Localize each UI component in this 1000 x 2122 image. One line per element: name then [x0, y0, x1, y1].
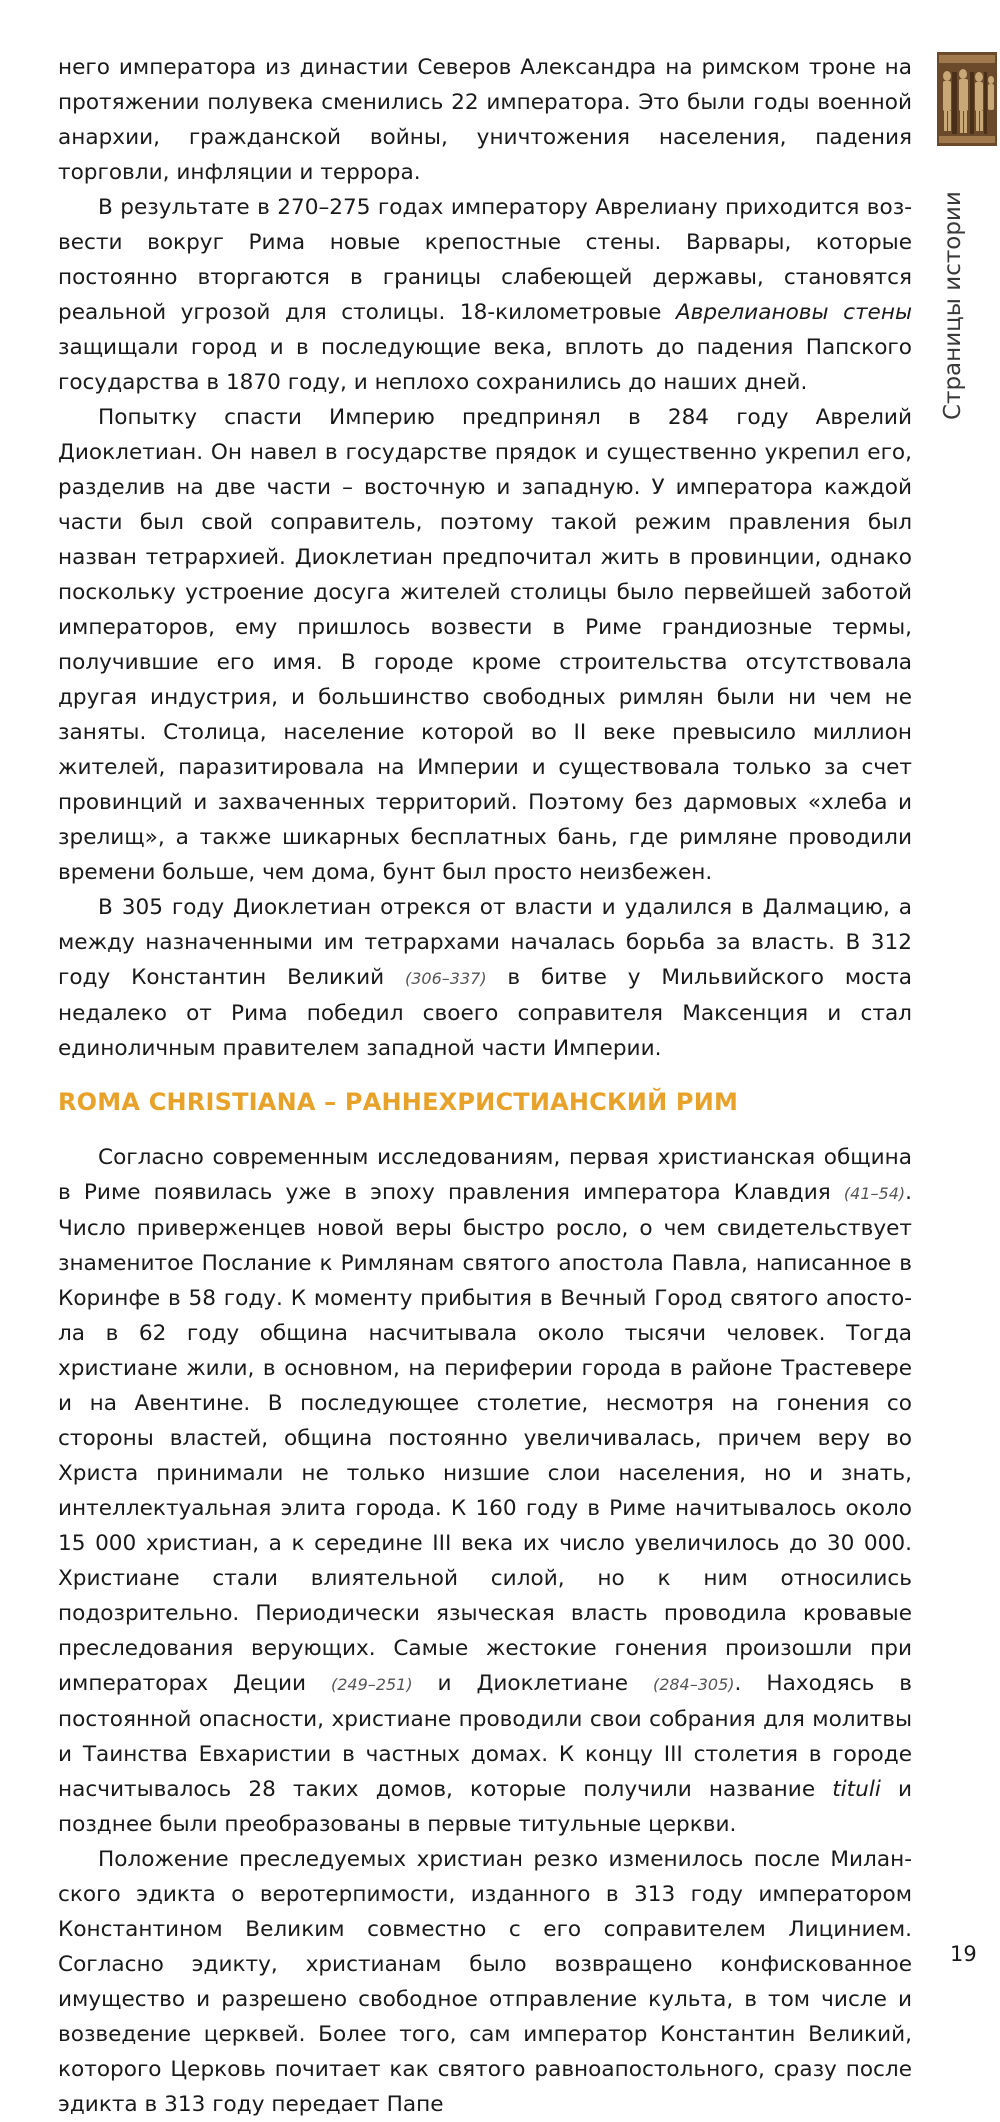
paragraph-1: него императора из династии Северов Александра на римском троне на протяжении полувека сменились 22 императора. Это были годы военной анархии, гражданской войны, уничтожения населения, падения торговли, инфляции и террора. — [58, 55, 912, 185]
paragraph-4-text-b: в битве у Мильвийского моста недалеко от Рима победил своего соправителя Максенция и стал единоличным правителем западной части Империи. — [58, 965, 912, 1061]
paragraph-6: Положение преследуемых христиан резко изменилось после Миланского эдикта о веротерпимости, изданного в 313 году императором Константином Великим совместно с его соправителем Лицинием. Согласно эдикту, христианам было возвращено конфискованное имущество и разрешено свободное отправление культа, в том числе и возведение церквей. Более того, сам император Константин Великий, которого Церковь почитает как святого равноапостольного, сразу после эдикта в 313 году передает Папе — [58, 1847, 912, 2117]
term-tituli: tituli — [832, 1777, 881, 1802]
date-constantine-reign: (306–337) — [405, 969, 487, 988]
paragraph-5-text-e: и позднее были преобразованы в первые титульные церкви. — [58, 1777, 912, 1837]
page-number: 19 — [950, 1942, 977, 1966]
relief-frieze-image — [937, 52, 997, 146]
paragraph-2 — [58, 190, 912, 400]
section-heading: ROMA CHRISTIANA – РАННЕХРИСТИАНСКИЙ РИМ — [58, 1088, 739, 1116]
paragraph-5 — [58, 1140, 912, 1842]
section-label-vertical: Страницы истории — [940, 191, 966, 420]
term-aurelian-walls: Аврелиановы стены — [675, 300, 912, 325]
article-body — [58, 50, 912, 2122]
date-diocletian-reign: (284–305) — [652, 1675, 735, 1694]
paragraph-5-text-a: Согласно современным исследованиям, первая христианская община в Риме появилась уже в эпоху правления императора Клавдия — [58, 1145, 912, 1205]
paragraph-3: Попытку спасти Империю предпринял в 284 году Аврелий Диоклетиан. Он навел в государстве прядок и существенно укрепил его, разделив на две части – восточную и западную. У императора каждой части был свой соправитель, поэтому такой режим правления был назван тетрархией. Диоклетиан предпочитал жить в провинции, однако поскольку устроение досуга жителей столицы было первейшей заботой императоров, ему пришлось возвести в Риме грандиозные термы, получившие его имя. В городе кроме строительства отсутствовала другая индустрия, и большинство свободных римлян были ни чем не заняты. Столица, население которой во II веке превысило миллион жителей, паразитировала на Империи и существовала только за счет провинций и захваченных территорий. Поэтому без дармовых «хлеба и зрелищ», а также шикарных бесплатных бань, где римляне проводили времени больше, чем дома, бунт был просто неизбежен. — [58, 405, 912, 885]
paragraph-5-text-b: . Число приверженцев новой веры быстро росло, о чем свидетельствует знаменитое Послание к Римлянам святого апостола Павла, написанное в Коринфе в 58 году. К моменту прибытия в Вечный Город святого апостола в 62 году община насчитывала около тысячи человек. Тогда христиане жили, в основном, на периферии города в районе Трастевере и на Авентине. В последующее столетие, несмотря на гонения со стороны властей, община постоянно увеличивалась, причем веру во Христа принимали не только низшие слои населения, но и знать, интеллектуальная элита города. К 160 году в Риме начитывалось около 15 000 христиан, а к середине III века их число увеличилось до 30 000. Христиане стали влиятельной силой, но к ним относились подозрительно. Периодически языческая власть проводила кровавые преследования верующих. Самые жестокие гонения произошли при императорах Деции — [58, 1180, 912, 1696]
paragraph-2-text-a: В результате в 270–275 годах императору Аврелиану приходится возвести вокруг Рима новые крепостные стены. Варвары, которые постоянно вторгаются в границы слабеющей державы, становятся реальной угрозой для столицы. 18-километровые — [58, 195, 912, 325]
paragraph-5-text-c: и Диоклетиане — [412, 1671, 653, 1696]
date-decius-reign: (249–251) — [331, 1675, 413, 1694]
paragraph-2-text-b: защищали город и в последующие века, вплоть до падения Папского государства в 1870 году, и неплохо сохранились до наших дней. — [58, 335, 912, 395]
paragraph-4-text-a: В 305 году Диоклетиан отрекся от власти и удалился в Далмацию, а между назначенными им тетрархами началась борьба за власть. В 312 году Константин Великий — [58, 895, 912, 990]
paragraph-4 — [58, 890, 912, 1066]
date-claudius-reign: (41–54) — [843, 1184, 906, 1203]
relief-frieze-thumbnail-icon — [937, 52, 997, 146]
paragraph-5-text-d: . Находясь в постоянной опасности, христиане проводили свои собрания для молитвы и Таинства Евхаристии в частных домах. К концу III столетия в городе насчитывалось 28 таких домов, которые получили название — [58, 1671, 912, 1802]
